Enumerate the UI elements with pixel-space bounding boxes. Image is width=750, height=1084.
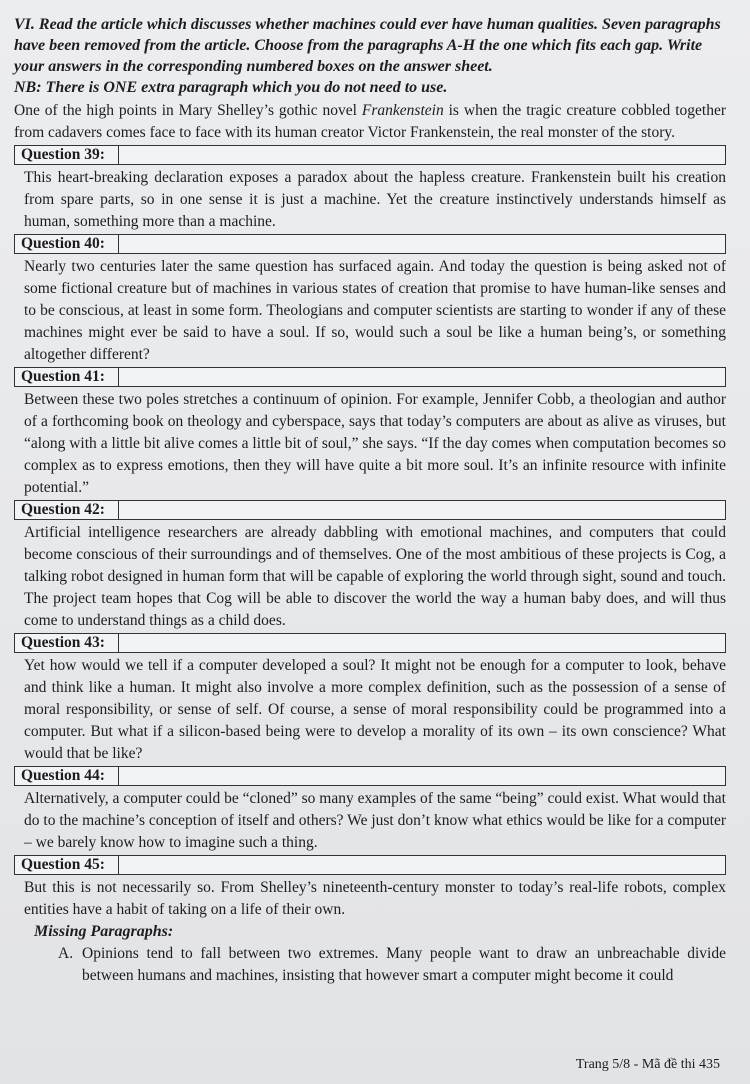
question-40-answer[interactable]: [119, 235, 725, 253]
question-45-answer[interactable]: [119, 856, 725, 874]
intro-paragraph: [14, 100, 726, 144]
question-45-box: [14, 855, 726, 875]
option-a-letter: A.: [58, 945, 74, 962]
paragraph-5: Yet how would we tell if a computer developed a soul? It might not be enough for a computer to look, behave and think like a human. It might also involve a more complex definition, such as the possession of a sense of moral responsibility, or sense of self. Of course, a sense of moral responsibility could be programmed into a computer. But what if a silicon-based being were to develop a morality of its own – its own conscience? What would that be like?: [24, 657, 726, 762]
instructions-note: NB: There is ONE extra paragraph which you do not need to use.: [14, 79, 448, 96]
question-39-answer[interactable]: [119, 146, 725, 164]
question-43-answer[interactable]: [119, 634, 725, 652]
question-44-box: [14, 766, 726, 786]
question-44-answer[interactable]: [119, 767, 725, 785]
question-42-answer[interactable]: [119, 501, 725, 519]
paragraph-4: Artificial intelligence researchers are already dabbling with emotional machines, and computers that could become conscious of their surroundings and of themselves. One of the most ambitious of these projects is Cog, a talking robot designed in human form that will be capable of exploring the world through sight, sound and touch. The project team hopes that Cog will be able to discover the world the way a human baby does, and will thus come to understand things as a child does.: [24, 524, 726, 629]
question-42-label: Question 42:: [15, 501, 119, 519]
intro-text-before: One of the high points in Mary Shelley’s gothic novel: [14, 102, 362, 119]
question-41-box: [14, 367, 726, 387]
question-41-answer[interactable]: [119, 368, 725, 386]
paragraph-1: This heart-breaking declaration exposes a paradox about the hapless creature. Frankenstein built his creation from spare parts, so in one sense it is just a machine. Yet the creature instinctively understands himself as human, something more than a machine.: [24, 169, 726, 230]
question-40-box: [14, 234, 726, 254]
paragraph-7: But this is not necessarily so. From Shelley’s nineteenth-century monster to today’s real-life robots, complex entities have a habit of taking on a life of their own.: [24, 879, 726, 918]
paragraph-2: Nearly two centuries later the same question has surfaced again. And today the question is being asked not of some fictional creature but of machines in various states of creation that promise to have human-like senses and to be conscious, at least in some form. Theologians and computer scientists are starting to wonder if any of these machines might ever be said to have a soul. If so, would such a soul be like a human being’s, or something altogether different?: [24, 258, 726, 363]
paragraph-6: Alternatively, a computer could be “cloned” so many examples of the same “being” could exist. What would that do to the machine’s conception of itself and others? We just don’t know what ethics would be like for a computer – we barely know how to imagine such a thing.: [24, 790, 726, 851]
option-a-text: Opinions tend to fall between two extremes. Many people want to draw an unbreachable divide between humans and machines, insisting that however smart a computer might become it could: [82, 945, 726, 984]
question-44-label: Question 44:: [15, 767, 119, 785]
question-39-box: [14, 145, 726, 165]
question-43-label: Question 43:: [15, 634, 119, 652]
question-43-box: [14, 633, 726, 653]
page-footer: Trang 5/8 - Mã đề thi 435: [575, 1057, 720, 1072]
novel-title: Frankenstein: [361, 102, 444, 119]
instructions-heading: VI. Read the article which discusses whether machines could ever have human qualities. Seven paragraphs have been removed from the article. Choose from the paragraphs A-H the one which fits each gap. Write your answers in the corresponding numbered boxes on the answer sheet.: [14, 16, 721, 75]
intro-text-after: is when the tragic creature cobbled together from cadavers comes face to face with its human creator Victor Frankenstein, the real monster of the story.: [14, 102, 726, 141]
question-41-label: Question 41:: [15, 368, 119, 386]
question-45-label: Question 45:: [15, 856, 119, 874]
paragraph-3: Between these two poles stretches a continuum of opinion. For example, Jennifer Cobb, a theologian and author of a forthcoming book on theology and cyberspace, says that today’s computers are about as alive as viruses, but “along with a little bit alive comes a little bit of soul,” she says. “If the day comes when computation becomes so complex as to express emotions, then they will have quite a bit more soul. It’s an infinite resource with infinite potential.”: [24, 391, 726, 496]
option-a: [14, 943, 726, 987]
question-39-label: Question 39:: [15, 146, 119, 164]
question-40-label: Question 40:: [15, 235, 119, 253]
missing-paragraphs-heading: Missing Paragraphs:: [34, 923, 174, 940]
question-42-box: [14, 500, 726, 520]
